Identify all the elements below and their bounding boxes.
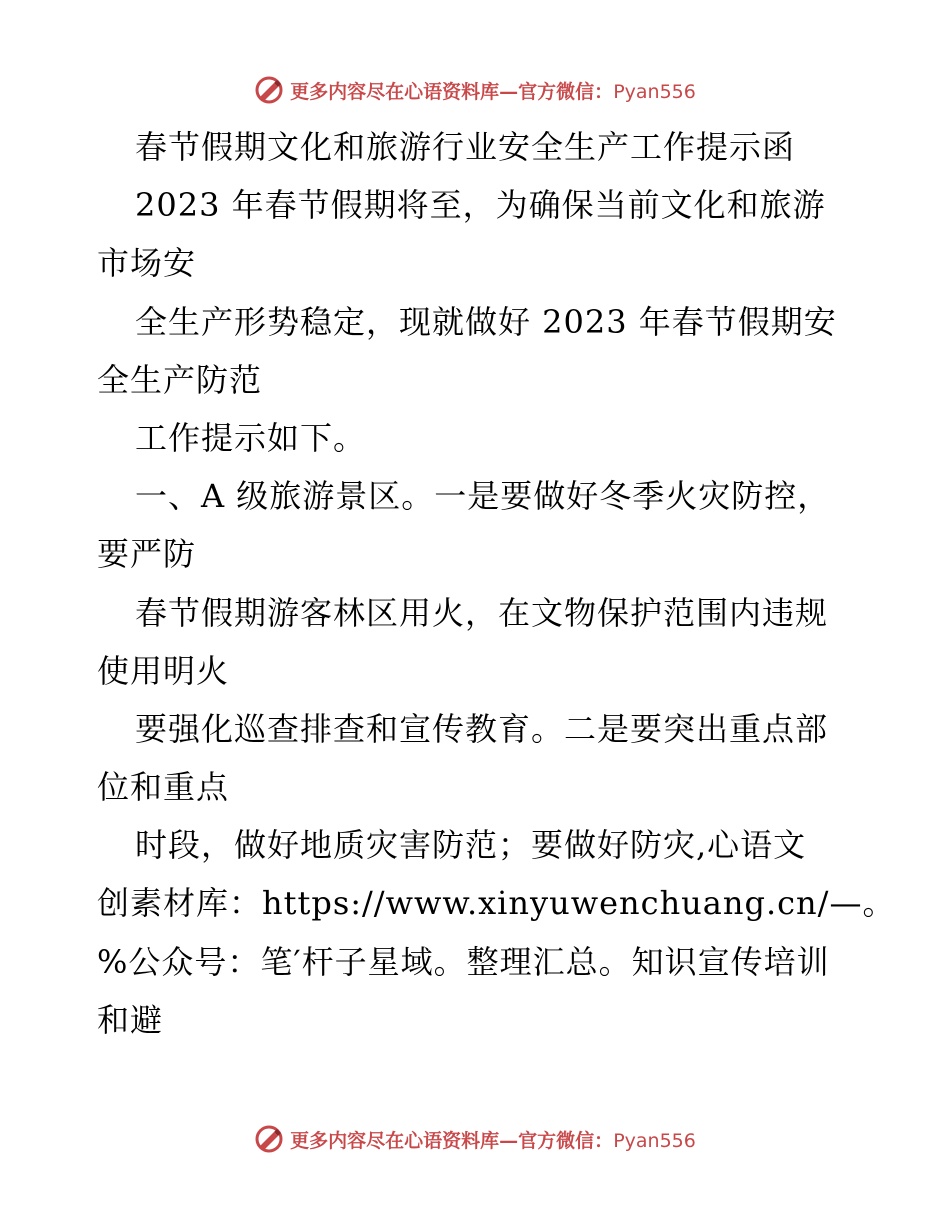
footer-banner-wechat-id: Pyan556 [613,1129,696,1152]
paragraph-line: 位和重点 [97,768,230,807]
footer-banner-title: 更多内容尽在心语资料库— [290,1129,519,1152]
pen-logo-icon [254,1124,284,1154]
paragraph-line: %公众号：笔′杆子星域。整理汇总。知识宣传培训 [97,942,830,981]
header-banner-title: 更多内容尽在心语资料库— [290,80,519,103]
header-banner-text [290,77,696,104]
paragraph-line: 和避 [97,1000,164,1039]
footer-banner [0,1119,950,1159]
paragraph-line: 要严防 [97,535,197,574]
paragraph-line: 2023 年春节假期将至，为确保当前文化和旅游 [135,186,826,225]
document-title: 春节假期文化和旅游行业安全生产工作提示函 [135,128,796,166]
paragraph-line: 春节假期游客林区用火，在文物保护范围内违规 [135,593,829,632]
paragraph-line: 使用明火 [97,651,230,690]
paragraph-line: 工作提示如下。 [135,418,367,457]
paragraph-line: 一、A 级旅游景区。一是要做好冬季火灾防控， [135,477,831,516]
pen-logo-icon [254,75,284,105]
paragraph-line: 要强化巡查排查和宣传教育。二是要突出重点部 [135,709,829,748]
footer-banner-wechat-label: 官方微信： [518,1129,614,1152]
header-banner [0,70,950,110]
paragraph-line: 时段，做好地质灾害防范；要做好防灾,心语文 [135,826,807,865]
footer-banner-text [290,1126,696,1153]
header-banner-wechat-id: Pyan556 [613,80,696,103]
paragraph-line: 创素材库：https://www.xinyuwenchuang.cn/—。 [97,884,896,923]
header-banner-wechat-label: 官方微信： [518,80,614,103]
document-body [97,118,896,1049]
paragraph-line: 市场安 [97,244,197,283]
paragraph-line: 全生产防范 [97,360,263,399]
paragraph-line: 全生产形势稳定，现就做好 2023 年春节假期安 [135,302,837,341]
